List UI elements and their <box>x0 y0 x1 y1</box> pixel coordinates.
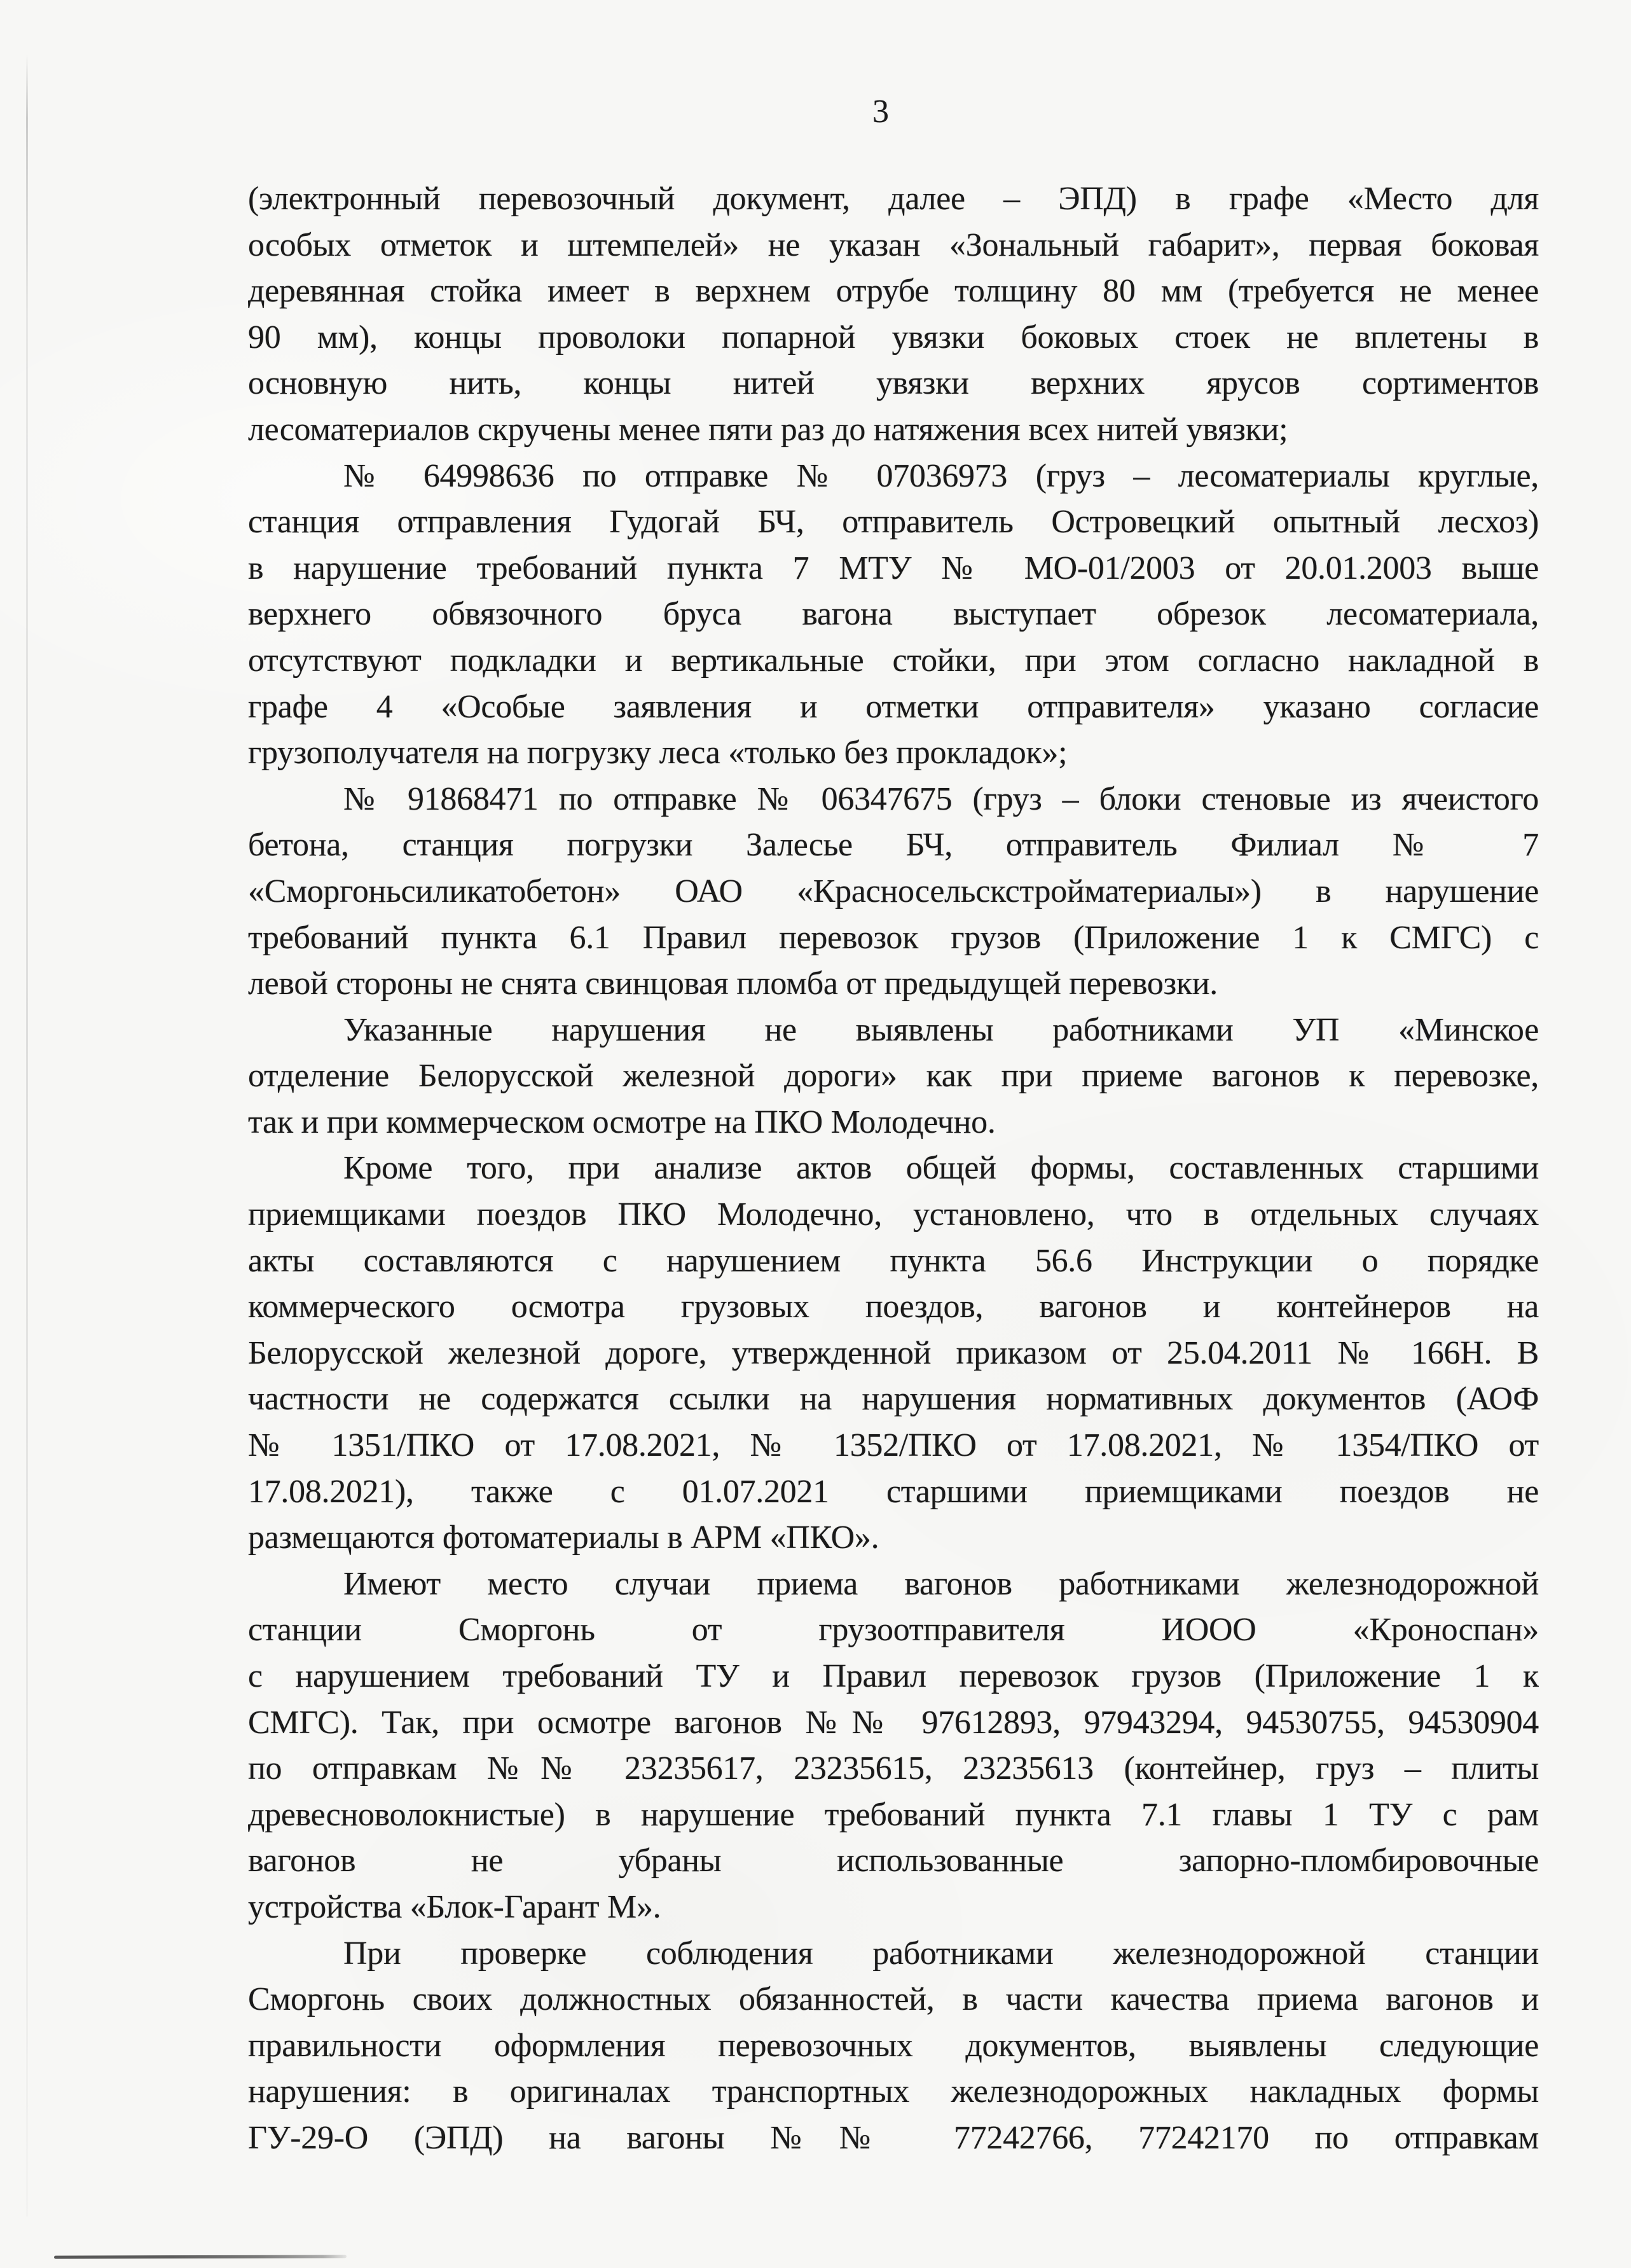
text-line: При проверке соблюдения работниками железнодорожной станции <box>343 1935 1539 1972</box>
text-line: в нарушение требований пункта 7 МТУ № МО-01/2003 от 20.01.2003 выше <box>248 550 1539 586</box>
text-line: отсутствуют подкладки и вертикальные стойки, при этом согласно накладной в <box>248 642 1539 679</box>
text-line: Имеют место случаи приема вагонов работниками железнодорожной <box>343 1565 1539 1602</box>
text-line: вагонов не убраны использованные запорно-пломбировочные <box>248 1843 1539 1879</box>
text-line: Указанные нарушения не выявлены работниками УП «Минское <box>343 1011 1539 1048</box>
text-line: коммерческого осмотра грузовых поездов, вагонов и контейнеров на <box>248 1289 1539 1325</box>
text-line: отделение Белорусской железной дороги» как при приеме вагонов к перевозке, <box>248 1058 1539 1095</box>
text-line: частности не содержатся ссылки на нарушения нормативных документов (АОФ <box>248 1381 1539 1418</box>
text-line: устройства «Блок-Гарант М». <box>248 1888 661 1925</box>
text-line: Кроме того, при анализе актов общей формы, составленных старшими <box>343 1150 1539 1187</box>
paragraph <box>248 1007 1539 1146</box>
scan-edge-artifact <box>26 54 28 2216</box>
text-line: СМГС). Так, при осмотре вагонов №№ 97612893, 97943294, 94530755, 94530904 <box>248 1704 1539 1741</box>
text-line: № 1351/ПКО от 17.08.2021, № 1352/ПКО от 17.08.2021, № 1354/ПКО от <box>248 1427 1539 1464</box>
paragraph <box>248 1145 1539 1561</box>
text-line: правильности оформления перевозочных документов, выявлены следующие <box>248 2027 1539 2064</box>
text-line: размещаются фотоматериалы в АРМ «ПКО». <box>248 1519 879 1556</box>
text-line: № 91868471 по отправке № 06347675 (груз – блоки стеновые из ячеистого <box>343 780 1539 817</box>
text-line: по отправкам №№ 23235617, 23235615, 23235613 (контейнер, груз – плиты <box>248 1750 1539 1787</box>
paragraph <box>248 777 1539 1007</box>
paragraph <box>248 1561 1539 1931</box>
text-line: с нарушением требований ТУ и Правил перевозок грузов (Приложение 1 к <box>248 1658 1539 1694</box>
text-line: 90 мм), концы проволоки попарной увязки боковых стоек не вплетены в <box>248 319 1539 356</box>
text-line: (электронный перевозочный документ, далее – ЭПД) в графе «Место для <box>248 181 1539 217</box>
paragraph <box>248 453 1539 777</box>
text-line: станции Сморгонь от грузоотправителя ИООО «Кроноспан» <box>248 1612 1539 1649</box>
text-line: основную нить, концы нитей увязки верхних ярусов сортиментов <box>248 365 1539 402</box>
text-line: особых отметок и штемпелей» не указан «Зональный габарит», первая боковая <box>248 226 1539 263</box>
text-line: левой стороны не снята свинцовая пломба от предыдущей перевозки. <box>248 965 1218 1002</box>
paragraph <box>248 1931 1539 2162</box>
text-line: лесоматериалов скручены менее пяти раз до натяжения всех нитей увязки; <box>248 411 1288 448</box>
text-line: так и при коммерческом осмотре на ПКО Молодечно. <box>248 1103 996 1140</box>
text-line: станция отправления Гудогай БЧ, отправитель Островецкий опытный лесхоз) <box>248 504 1539 541</box>
text-line: древесноволокнистые) в нарушение требований пункта 7.1 главы 1 ТУ с рам <box>248 1796 1539 1833</box>
text-line: Сморгонь своих должностных обязанностей, в части качества приема вагонов и <box>248 1981 1539 2018</box>
text-line: нарушения: в оригиналах транспортных железнодорожных накладных формы <box>248 2073 1539 2110</box>
text-line: приемщиками поездов ПКО Молодечно, установлено, что в отдельных случаях <box>248 1196 1539 1233</box>
text-line: верхнего обвязочного бруса вагона выступает обрезок лесоматериала, <box>248 596 1539 633</box>
page-number: 3 <box>872 93 889 130</box>
text-line: «Сморгоньсиликатобетон» ОАО «Красносельскстройматериалы») в нарушение <box>248 873 1539 909</box>
text-line: графе 4 «Особые заявления и отметки отправителя» указано согласие <box>248 688 1539 725</box>
text-line: ГУ-29-О (ЭПД) на вагоны №№ 77242766, 77242170 по отправкам <box>248 2119 1539 2156</box>
text-line: № 64998636 по отправке № 07036973 (груз – лесоматериалы круглые, <box>343 457 1539 494</box>
text-line: деревянная стойка имеет в верхнем отрубе толщину 80 мм (требуется не менее <box>248 273 1539 310</box>
paragraph <box>248 176 1539 453</box>
text-line: акты составляются с нарушением пункта 56.6 Инструкции о порядке <box>248 1242 1539 1279</box>
text-line: 17.08.2021), также с 01.07.2021 старшими приемщиками поездов не <box>248 1473 1539 1510</box>
text-line: Белорусской железной дороге, утвержденной приказом от 25.04.2011 № 166Н. В <box>248 1334 1539 1371</box>
text-line: грузополучателя на погрузку леса «только без прокладок»; <box>248 735 1068 771</box>
text-line: бетона, станция погрузки Залесье БЧ, отправитель Филиал № 7 <box>248 827 1539 864</box>
document-text <box>248 176 1539 2162</box>
scan-bottom-line-artifact <box>54 2255 347 2258</box>
text-line: требований пункта 6.1 Правил перевозок грузов (Приложение 1 к СМГС) с <box>248 919 1539 956</box>
